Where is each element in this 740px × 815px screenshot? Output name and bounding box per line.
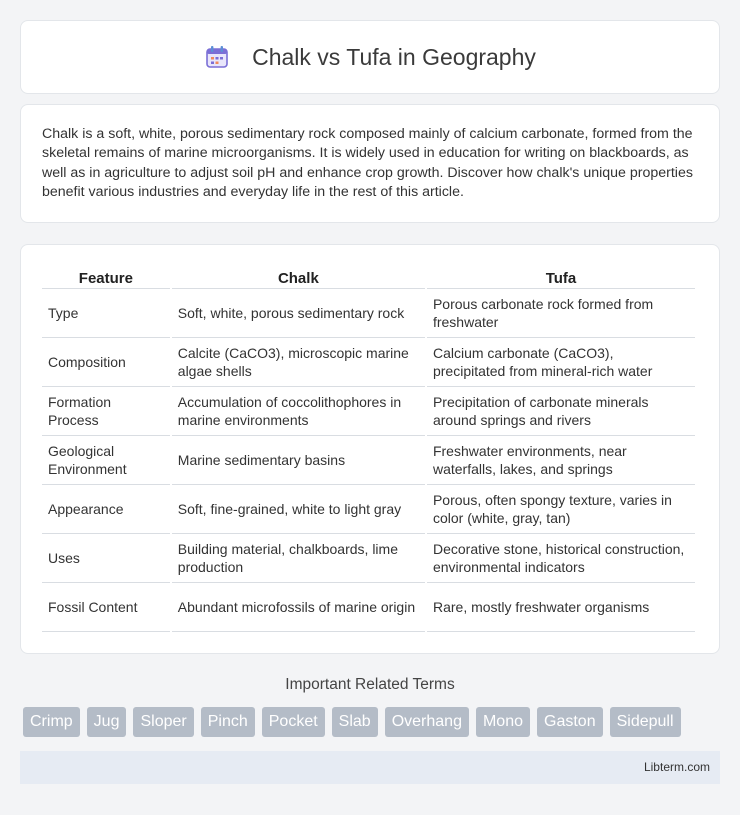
chalk-cell: Abundant microfossils of marine origin: [172, 583, 425, 632]
table-row: [42, 387, 695, 436]
intro-card: [20, 104, 720, 223]
tufa-cell: Freshwater environments, near waterfalls, lakes, and springs: [427, 436, 695, 485]
calendar-icon: [204, 44, 230, 70]
table-row: [42, 289, 695, 338]
title-card: [20, 20, 720, 94]
tag-jug[interactable]: Jug: [87, 707, 127, 737]
tag-pocket[interactable]: Pocket: [262, 707, 325, 737]
feature-cell: Uses: [42, 534, 170, 583]
feature-cell: Type: [42, 289, 170, 338]
tag-pinch[interactable]: Pinch: [201, 707, 255, 737]
tufa-cell: Porous carbonate rock formed from freshwater: [427, 289, 695, 338]
header-chalk: Chalk: [172, 265, 425, 289]
tufa-cell: Porous, often spongy texture, varies in color (white, gray, tan): [427, 485, 695, 534]
feature-cell: Formation Process: [42, 387, 170, 436]
chalk-cell: Building material, chalkboards, lime production: [172, 534, 425, 583]
tufa-cell: Calcium carbonate (CaCO3), precipitated from mineral-rich water: [427, 338, 695, 387]
header-feature: Feature: [42, 265, 170, 289]
tufa-cell: Rare, mostly freshwater organisms: [427, 583, 695, 632]
chalk-cell: Marine sedimentary basins: [172, 436, 425, 485]
table-row: [42, 485, 695, 534]
tag-mono[interactable]: Mono: [476, 707, 530, 737]
footer: [20, 751, 720, 784]
chalk-cell: Accumulation of coccolithophores in marine environments: [172, 387, 425, 436]
chalk-cell: Soft, fine-grained, white to light gray: [172, 485, 425, 534]
tag-gaston[interactable]: Gaston: [537, 707, 603, 737]
tag-overhang[interactable]: Overhang: [385, 707, 469, 737]
related-terms-title: Important Related Terms: [285, 676, 455, 693]
tag-slab[interactable]: Slab: [332, 707, 378, 737]
header-tufa: Tufa: [427, 265, 695, 289]
page-title: Chalk vs Tufa in Geography: [252, 43, 536, 70]
chalk-cell: Soft, white, porous sedimentary rock: [172, 289, 425, 338]
tag-sidepull[interactable]: Sidepull: [610, 707, 681, 737]
table-row: [42, 534, 695, 583]
related-terms-list: [23, 707, 723, 737]
comparison-table: [40, 265, 697, 632]
feature-cell: Fossil Content: [42, 583, 170, 632]
chalk-cell: Calcite (CaCO3), microscopic marine algae shells: [172, 338, 425, 387]
feature-cell: Appearance: [42, 485, 170, 534]
tag-sloper[interactable]: Sloper: [133, 707, 193, 737]
tufa-cell: Decorative stone, historical construction, environmental indicators: [427, 534, 695, 583]
table-header-row: [42, 265, 695, 289]
feature-cell: Composition: [42, 338, 170, 387]
table-row: [42, 436, 695, 485]
footer-link[interactable]: Libterm.com: [643, 760, 710, 774]
table-row: [42, 338, 695, 387]
feature-cell: Geological Environment: [42, 436, 170, 485]
tufa-cell: Precipitation of carbonate minerals around springs and rivers: [427, 387, 695, 436]
tag-crimp[interactable]: Crimp: [23, 707, 80, 737]
table-row: [42, 583, 695, 632]
comparison-table-card: [20, 244, 720, 654]
intro-text: Chalk is a soft, white, porous sedimentary rock composed mainly of calcium carbonate, formed from the skeletal remains of marine microorganisms. It is widely used in education for writing on blackboards, as well as in agriculture to adjust soil pH and enhance crop growth. Discover how chalk's unique properties benefit various industries and everyday life in the rest of this article.: [42, 126, 693, 200]
